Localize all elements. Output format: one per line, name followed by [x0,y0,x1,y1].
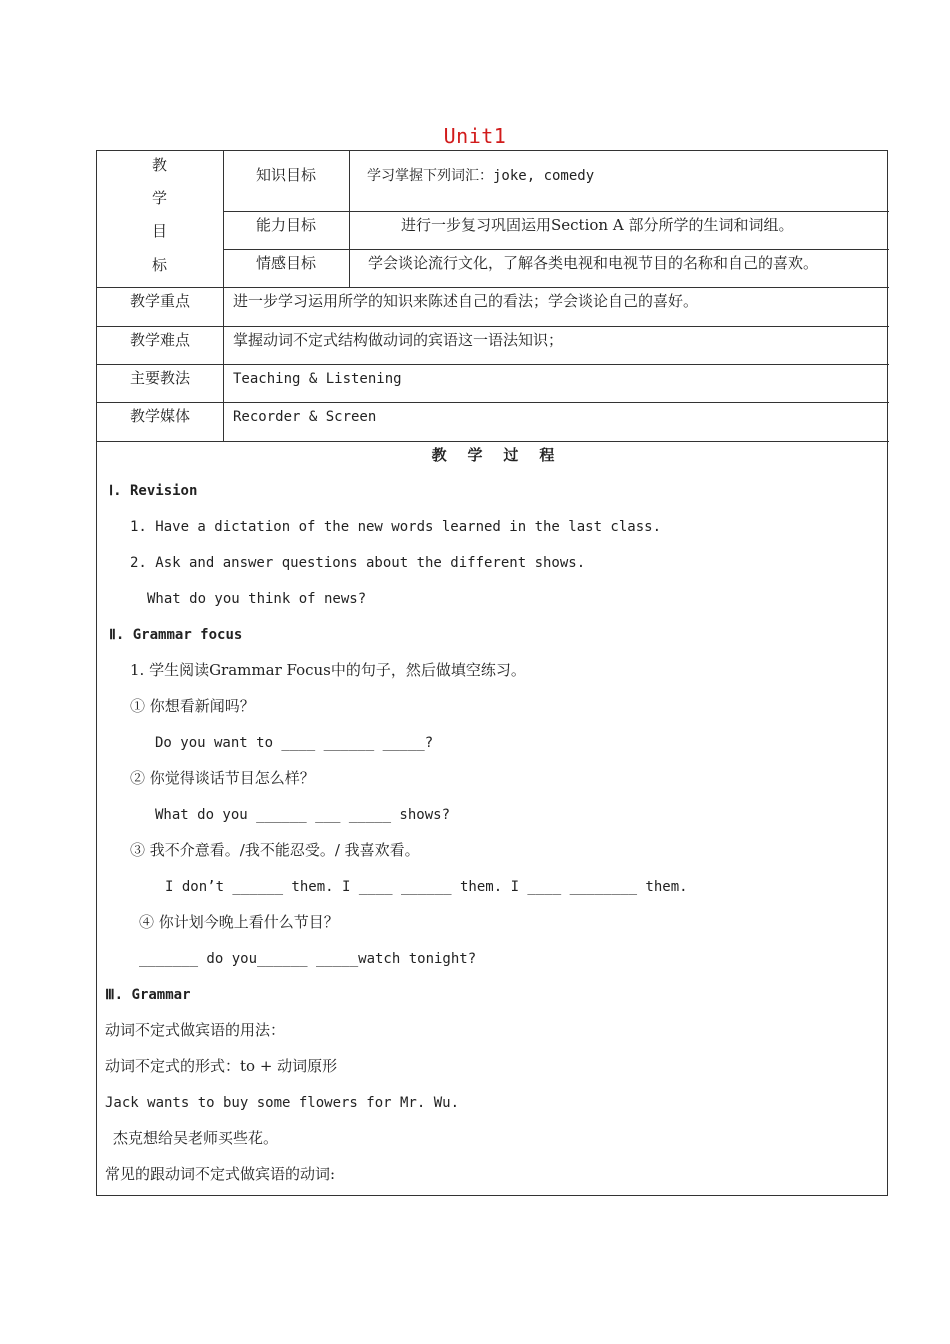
process-line: 常见的跟动词不定式做宾语的动词: [105,1165,336,1183]
process-line: 1. 学生阅读Grammar Focus中的句子，然后做填空练习。 [130,661,526,679]
section-heading: Ⅰ. Revision [109,483,198,499]
row-divider [223,211,889,212]
objective-content: 学会谈论流行文化，了解各类电视和电视节目的名称和自己的喜欢。 [368,254,819,272]
objectives-label-char: 教 [152,156,168,174]
info-content: Teaching & Listening [233,371,402,387]
fill-blank-line: _______ do you______ _____watch tonight? [139,951,477,967]
process-line: 动词不定式的形式：to + 动词原形 [105,1057,338,1075]
process-line: ② 你觉得谈话节目怎么样？ [130,769,315,787]
info-label: 教学难点 [129,331,190,349]
example-sentence: Jack wants to buy some flowers for Mr. Wu. [105,1095,460,1111]
process-line: 动词不定式做宾语的用法： [105,1021,286,1039]
fill-blank-line: I don’t ______ them. I ____ ______ them. I ____ ________ them. [165,879,688,895]
column-divider [223,151,224,441]
row-divider [223,249,889,250]
fill-blank-line: What do you ______ ___ _____ shows? [155,807,451,823]
objective-content: 进行一步复习巩固运用Section A 部分所学的生词和词组。 [401,216,794,234]
row-divider [97,441,889,442]
column-divider [349,151,350,287]
row-divider [97,326,889,327]
objective-label: 情感目标 [255,254,316,272]
process-heading: 教 学 过 程 [431,446,555,464]
row-divider [97,364,889,365]
process-line: ④ 你计划今晚上看什么节目？ [139,913,339,931]
info-label: 主要教法 [129,369,190,387]
objective-content: 学习掌握下列词汇：joke, comedy [367,168,595,184]
example-translation: 杰克想给吴老师买些花。 [113,1129,279,1147]
row-divider [97,402,889,403]
row-divider [97,287,889,288]
info-label: 教学重点 [129,292,190,310]
objectives-label-char: 目 [152,222,168,240]
info-label: 教学媒体 [129,407,190,425]
objectives-label-char: 学 [152,189,168,207]
objectives-label-char: 标 [152,256,168,274]
lesson-plan-table [96,150,888,1196]
info-content: Recorder & Screen [233,409,377,425]
objective-label: 知识目标 [255,166,316,184]
process-line: ③ 我不介意看。/我不能忍受。/ 我喜欢看。 [130,841,420,859]
section-heading: Ⅱ. Grammar focus [109,627,243,643]
objective-label: 能力目标 [255,216,316,234]
process-line: What do you think of news? [147,591,367,607]
info-content: 进一步学习运用所学的知识来陈述自己的看法；学会谈论自己的喜好。 [233,292,699,310]
process-line: 1. Have a dictation of the new words learned in the last class. [130,519,662,535]
process-line: ① 你想看新闻吗？ [130,697,255,715]
fill-blank-line: Do you want to ____ ______ _____? [155,735,434,751]
info-content: 掌握动词不定式结构做动词的宾语这一语法知识； [233,331,564,349]
page-title: Unit1 [443,124,507,148]
section-heading: Ⅲ. Grammar [105,987,191,1003]
process-line: 2. Ask and answer questions about the different shows. [130,555,586,571]
